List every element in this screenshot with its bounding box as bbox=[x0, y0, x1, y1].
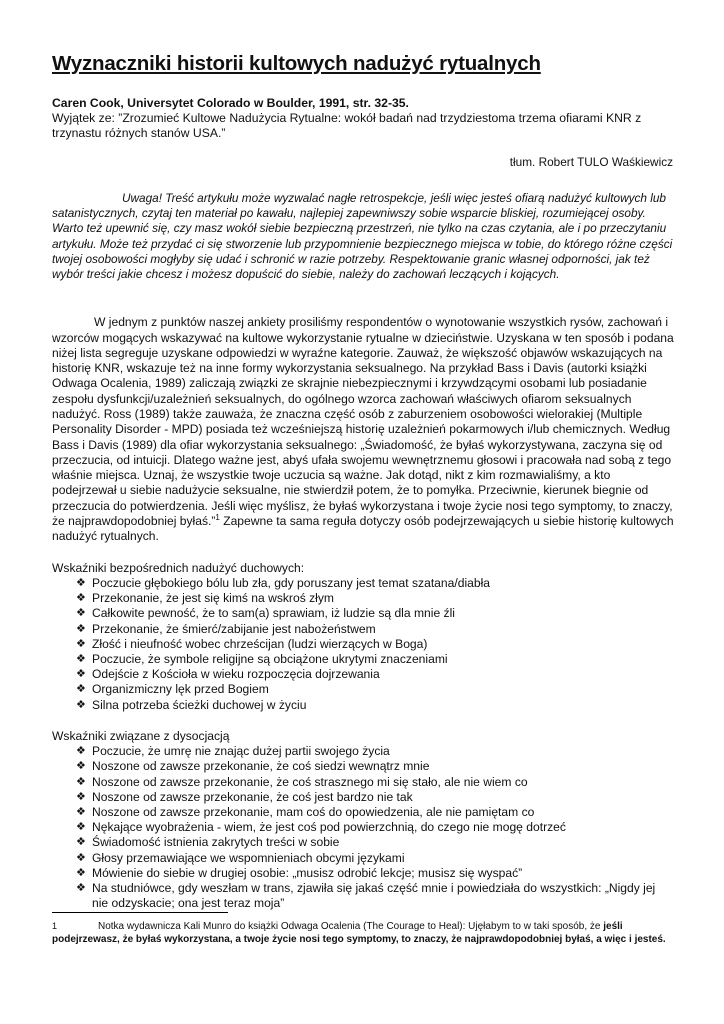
list-item: ❖ Noszone od zawsze przekonanie, że coś strasznego mi się stało, ale nie wiem co bbox=[76, 774, 528, 789]
list-item: ❖ Silna potrzeba ścieżki duchowej w życiu bbox=[76, 697, 307, 712]
diamond-bullet-icon: ❖ bbox=[76, 683, 86, 696]
diamond-bullet-icon: ❖ bbox=[76, 821, 86, 834]
list-item: ❖ Organizmiczny lęk przed Bogiem bbox=[76, 682, 269, 697]
source-author: Caren Cook, Universytet Colorado w Boulder, 1991, str. 32-35. bbox=[52, 96, 409, 110]
spiritual-abuse-section bbox=[52, 561, 674, 713]
list-item: ❖ Noszone od zawsze przekonanie, że coś jest bardzo nie tak bbox=[76, 789, 413, 804]
list-item: ❖ Mówienie do siebie w drugiej osobie: „musisz odrobić lekcje; musisz się wyspać” bbox=[76, 865, 523, 880]
list-item: ❖ Na studniówce, gdy weszłam w trans, zjawiła się jakaś część mnie i powiedziała do wszystkich: „Nigdy jej nie odzyskacie; ona jest teraz moja” bbox=[76, 880, 656, 911]
diamond-bullet-icon: ❖ bbox=[76, 698, 86, 711]
dissociation-list bbox=[76, 744, 674, 911]
main-paragraph-part1: W jednym z punktów naszej ankiety prosiliśmy respondentów o wynotowanie wszystkich rysów, zachowań i wzorców mogących wskazywać na kultowe wykorzystanie rytualne w dzieciństwie. Uzyskana w ten sposób i podana niżej lista segreguje uzyskane odpowiedzi w wyraźne kategorie. Zauważ, że większość objawów wskazujących na historię KNR, wskazuje też na inne formy wykorzystania seksualnego. Na przykład Bass i Davis (autorki książki Odwaga Ocalenia, 1989) zaliczają związki ze skrajnie niebezpiecznymi i krzywdzącymi osobami lub posiadanie zespołu dysfunkcji/uzależnień seksualnych, do ogólnego wzorca zachowań właściwych ofiarom seksualnych nadużyć. Ross (1989) także zauważa, że znaczna część osób z zaburzeniem osobowości wielorakiej (Multiple Personality Disorder - MPD) posiada też wcześniejszą historię uzależnień pokarmowych i/lub chemicznych. Według Bass i Davis (1989) dla ofiar wykorzystania seksualnego: „Świadomość, że byłaś wykorzystywana, zaczyna się od przeczucia, od intuicji. Dlatego ważne jest, abyś ufała swojemu wewnętrznemu głosowi i pracowała nad sobą z tego właśnie miejsca. Uznaj, że wszystkie twoje uczucia są ważne. Jak dotąd, nikt z kim rozmawialiśmy, a kto podejrzewał u siebie nadużycie seksualne, nie stwierdził potem, że to pomyłka. Przeciwnie, kierunek biegnie od przeczucia do potwierdzenia. Jeśli więc myślisz, że byłaś wykorzystana i twoje życie nosi tego symptomy, to znaczy, że najprawdopodobniej byłaś.” bbox=[52, 315, 674, 529]
diamond-bullet-icon: ❖ bbox=[76, 607, 86, 620]
list-item: ❖ Poczucie, że umrę nie znając dużej partii swojego życia bbox=[76, 744, 390, 759]
list-item: ❖ Całkowite pewność, że to sam(a) sprawiam, iż ludzie są dla mnie źli bbox=[76, 606, 455, 621]
document-page bbox=[52, 52, 674, 911]
list-item: ❖ Noszone od zawsze przekonanie, mam coś do opowiedzenia, ale nie pamiętam co bbox=[76, 804, 535, 819]
main-paragraph-part2: Zapewne ta sama reguła dotyczy osób podejrzewających u siebie historię kultowych nadużyć rytualnych. bbox=[52, 514, 674, 544]
list-item: ❖ Przekonanie, że śmierć/zabijanie jest nabożeństwem bbox=[76, 621, 376, 636]
list-item: ❖ Głosy przemawiające we wspomnieniach obcymi językami bbox=[76, 850, 405, 865]
diamond-bullet-icon: ❖ bbox=[76, 652, 86, 665]
footnote-text: Notka wydawnicza Kali Munro do książki Odwaga Ocalenia (The Courage to Heal): Ujęłabym to w taki sposób, że bbox=[98, 921, 604, 932]
footnote-mark: 1 bbox=[52, 921, 58, 931]
diamond-bullet-icon: ❖ bbox=[76, 805, 86, 818]
diamond-bullet-icon: ❖ bbox=[76, 851, 86, 864]
diamond-bullet-icon: ❖ bbox=[76, 775, 86, 788]
spiritual-abuse-list-title: Wskaźniki bezpośrednich nadużyć duchowych: bbox=[52, 560, 305, 575]
footnote-reference: 1 bbox=[215, 513, 220, 523]
list-item: ❖ Poczucie głębokiego bólu lub zła, gdy poruszany jest temat szatana/diabła bbox=[76, 575, 490, 590]
list-item: ❖ Złość i nieufność wobec chrześcijan (ludzi wierzących w Boga) bbox=[76, 636, 428, 651]
warning-paragraph: Uwaga! Treść artykułu może wyzwalać nagłe retrospekcje, jeśli więc jesteś ofiarą nadużyć kultowych lub satanistycznych, czytaj ten materiał po kawału, najlepiej zapewniwszy sobie wsparcie bliskiej, rozumiejącej osoby. Warto też upewnić się, czy masz wokół siebie bezpieczną przestrzeń, nie tylko na czas czytania, ale i po przeczytaniu artykułu. Może też przydać ci się stworzenie lub przypomnienie bezpiecznego miejsca w tobie, do którego różne części twojej osobowości mogłyby się udać i schronić w razie potrzeby. Respektowanie granic własnej odporności, jak też wybór treści jakie chcesz i możesz dopuścić do siebie, należy do zachowań leczących i kojących. bbox=[52, 191, 673, 282]
translator-credit: tłum. Robert TULO Waśkiewicz bbox=[509, 155, 673, 169]
diamond-bullet-icon: ❖ bbox=[76, 668, 86, 681]
spiritual-abuse-list bbox=[76, 576, 674, 713]
document-title: Wyznaczniki historii kultowych nadużyć rytualnych bbox=[52, 52, 541, 75]
list-item: ❖ Poczucie, że symbole religijne są obciążone ukrytymi znaczeniami bbox=[76, 651, 448, 666]
diamond-bullet-icon: ❖ bbox=[76, 592, 86, 605]
diamond-bullet-icon: ❖ bbox=[76, 622, 86, 635]
source-excerpt: Wyjątek ze: ”Zrozumieć Kultowe Nadużycia Rytualne: wokół badań nad trzydziestoma trzema ofiarami KNR z trzynastu różnych stanów USA.” bbox=[52, 111, 642, 140]
list-item: ❖ Nękające wyobrażenia - wiem, że jest coś pod powierzchnią, do czego nie mogę dotrzeć bbox=[76, 820, 566, 835]
diamond-bullet-icon: ❖ bbox=[76, 760, 86, 773]
footnote-emphasis: jeśli podejrzewasz, że byłaś wykorzystana, a twoje życie nosi tego symptomy, to znaczy, że najprawdopodobniej byłaś, a więc i jesteś. bbox=[52, 921, 666, 945]
list-item: ❖ Noszone od zawsze przekonanie, że coś siedzi wewnątrz mnie bbox=[76, 759, 430, 774]
diamond-bullet-icon: ❖ bbox=[76, 745, 86, 758]
footnote bbox=[52, 920, 674, 946]
diamond-bullet-icon: ❖ bbox=[76, 866, 86, 879]
source-citation bbox=[52, 96, 674, 141]
main-paragraph bbox=[52, 315, 674, 544]
list-item: ❖ Przekonanie, że jest się kimś na wskroś złym bbox=[76, 591, 334, 606]
diamond-bullet-icon: ❖ bbox=[76, 637, 86, 650]
list-item: ❖ Świadomość istnienia zakrytych treści w sobie bbox=[76, 835, 340, 850]
diamond-bullet-icon: ❖ bbox=[76, 836, 86, 849]
list-item: ❖ Odejście z Kościoła w wieku rozpoczęcia dojrzewania bbox=[76, 667, 380, 682]
diamond-bullet-icon: ❖ bbox=[76, 881, 86, 894]
footnote-divider bbox=[52, 912, 228, 913]
diamond-bullet-icon: ❖ bbox=[76, 790, 86, 803]
dissociation-list-title: Wskaźniki związane z dysocjacją bbox=[52, 728, 230, 743]
diamond-bullet-icon: ❖ bbox=[76, 576, 86, 589]
dissociation-section bbox=[52, 729, 674, 912]
